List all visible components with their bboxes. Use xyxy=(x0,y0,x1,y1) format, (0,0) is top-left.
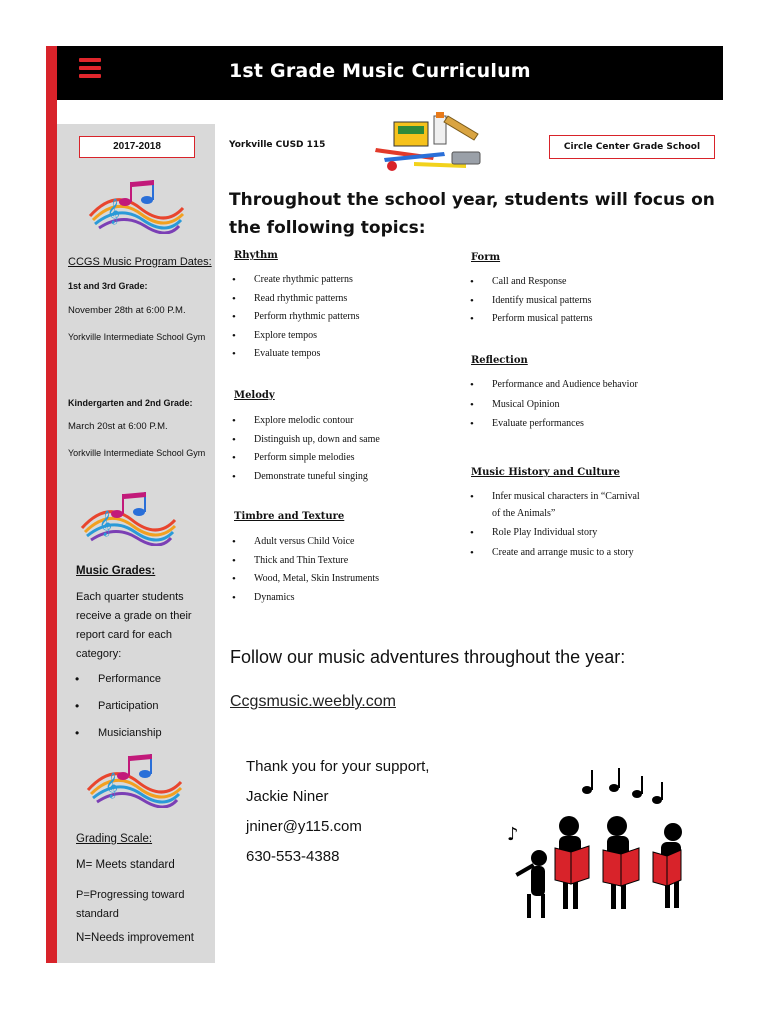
svg-text:𝄞: 𝄞 xyxy=(99,511,113,536)
topics-headline: Throughout the school year, students will focus on the following topics: xyxy=(229,190,715,238)
rhythm-title: Rhythm xyxy=(234,250,278,261)
district-name: Yorkville CUSD 115 xyxy=(229,140,326,150)
svg-text:𝄞: 𝄞 xyxy=(105,773,119,798)
teacher-name: Jackie Niner xyxy=(246,788,329,805)
list-item: • Performance xyxy=(75,673,162,700)
music-notes-art-icon xyxy=(85,178,185,234)
reflection-title: Reflection xyxy=(471,355,528,366)
event1-location: Yorkville Intermediate School Gym xyxy=(68,332,206,342)
music-grades-description: Each quarter students receive a grade on their report card for each category: xyxy=(76,591,192,660)
list-item: • Performance and Audience behavior xyxy=(470,377,650,394)
website-link[interactable]: Ccgsmusic.weebly.com xyxy=(230,693,396,710)
page-title: 1st Grade Music Curriculum xyxy=(229,60,531,82)
music-notes-art-icon xyxy=(83,752,183,808)
form-list xyxy=(470,273,593,329)
grading-scale-item: N=Needs improvement xyxy=(76,932,194,944)
grading-scale-item: P=Progressing toward standard xyxy=(76,889,185,920)
event1-date: November 28th at 6:00 P.M. xyxy=(68,305,186,316)
grade-categories-list xyxy=(75,673,162,754)
thanks-text: Thank you for your support, xyxy=(246,758,430,775)
sidebar xyxy=(57,124,215,963)
rhythm-list xyxy=(232,271,360,364)
program-dates-title: CCGS Music Program Dates: xyxy=(68,256,212,268)
list-item: • Explore melodic contour xyxy=(232,412,380,431)
list-item: • Demonstrate tuneful singing xyxy=(232,468,380,487)
grading-scale-title: Grading Scale: xyxy=(76,833,153,845)
event2-location: Yorkville Intermediate School Gym xyxy=(68,448,206,458)
event2-grades: Kindergarten and 2nd Grade: xyxy=(68,398,193,408)
list-item: • Thick and Thin Texture xyxy=(232,552,379,571)
list-item: • Identify musical patterns xyxy=(470,292,593,311)
list-item: • Read rhythmic patterns xyxy=(232,290,360,309)
list-item: • Perform rhythmic patterns xyxy=(232,308,360,327)
school-name-badge: Circle Center Grade School xyxy=(549,135,715,159)
list-item: • Musical Opinion xyxy=(470,397,650,414)
list-item: • Create rhythmic patterns xyxy=(232,271,360,290)
list-item: • Evaluate tempos xyxy=(232,345,360,364)
list-item: • Perform simple melodies xyxy=(232,449,380,468)
form-title: Form xyxy=(471,252,501,263)
list-item: • Create and arrange music to a story xyxy=(470,545,645,562)
list-item: • Role Play Individual story xyxy=(470,525,645,542)
list-item: • Wood, Metal, Skin Instruments xyxy=(232,570,379,589)
school-year-badge: 2017-2018 xyxy=(79,136,195,158)
list-item: • Dynamics xyxy=(232,589,379,608)
menu-icon[interactable] xyxy=(79,58,101,78)
school-supplies-icon xyxy=(374,112,486,174)
reflection-list xyxy=(470,377,650,436)
timbre-list xyxy=(232,533,379,607)
melody-list xyxy=(232,412,380,486)
list-item: • Infer musical characters in “Carnival of the Animals” xyxy=(470,489,645,522)
svg-text:𝄞: 𝄞 xyxy=(107,199,121,224)
history-title: Music History and Culture xyxy=(471,467,620,478)
history-list xyxy=(470,489,645,564)
list-item: • Musicianship xyxy=(75,727,162,754)
svg-text:♪: ♪ xyxy=(507,824,519,845)
list-item: • Call and Response xyxy=(470,273,593,292)
singing-choir-icon xyxy=(497,760,682,932)
timbre-title: Timbre and Texture xyxy=(234,511,345,522)
teacher-email[interactable]: jniner@y115.com xyxy=(246,818,362,835)
event1-grades: 1st and 3rd Grade: xyxy=(68,281,148,291)
teacher-phone: 630-553-4388 xyxy=(246,848,340,865)
list-item: • Perform musical patterns xyxy=(470,310,593,329)
list-item: • Participation xyxy=(75,700,162,727)
list-item: • Adult versus Child Voice xyxy=(232,533,379,552)
list-item: • Distinguish up, down and same xyxy=(232,431,380,450)
list-item: • Explore tempos xyxy=(232,327,360,346)
grading-scale-item: M= Meets standard xyxy=(76,859,175,871)
music-grades-title: Music Grades: xyxy=(76,565,156,577)
list-item: • Evaluate performances xyxy=(470,416,650,433)
page-header xyxy=(57,46,723,100)
left-accent-bar xyxy=(46,46,57,963)
event2-date: March 20st at 6:00 P.M. xyxy=(68,421,168,432)
follow-text: Follow our music adventures throughout the year: xyxy=(230,647,626,667)
music-notes-art-icon xyxy=(77,490,177,546)
melody-title: Melody xyxy=(234,390,275,401)
